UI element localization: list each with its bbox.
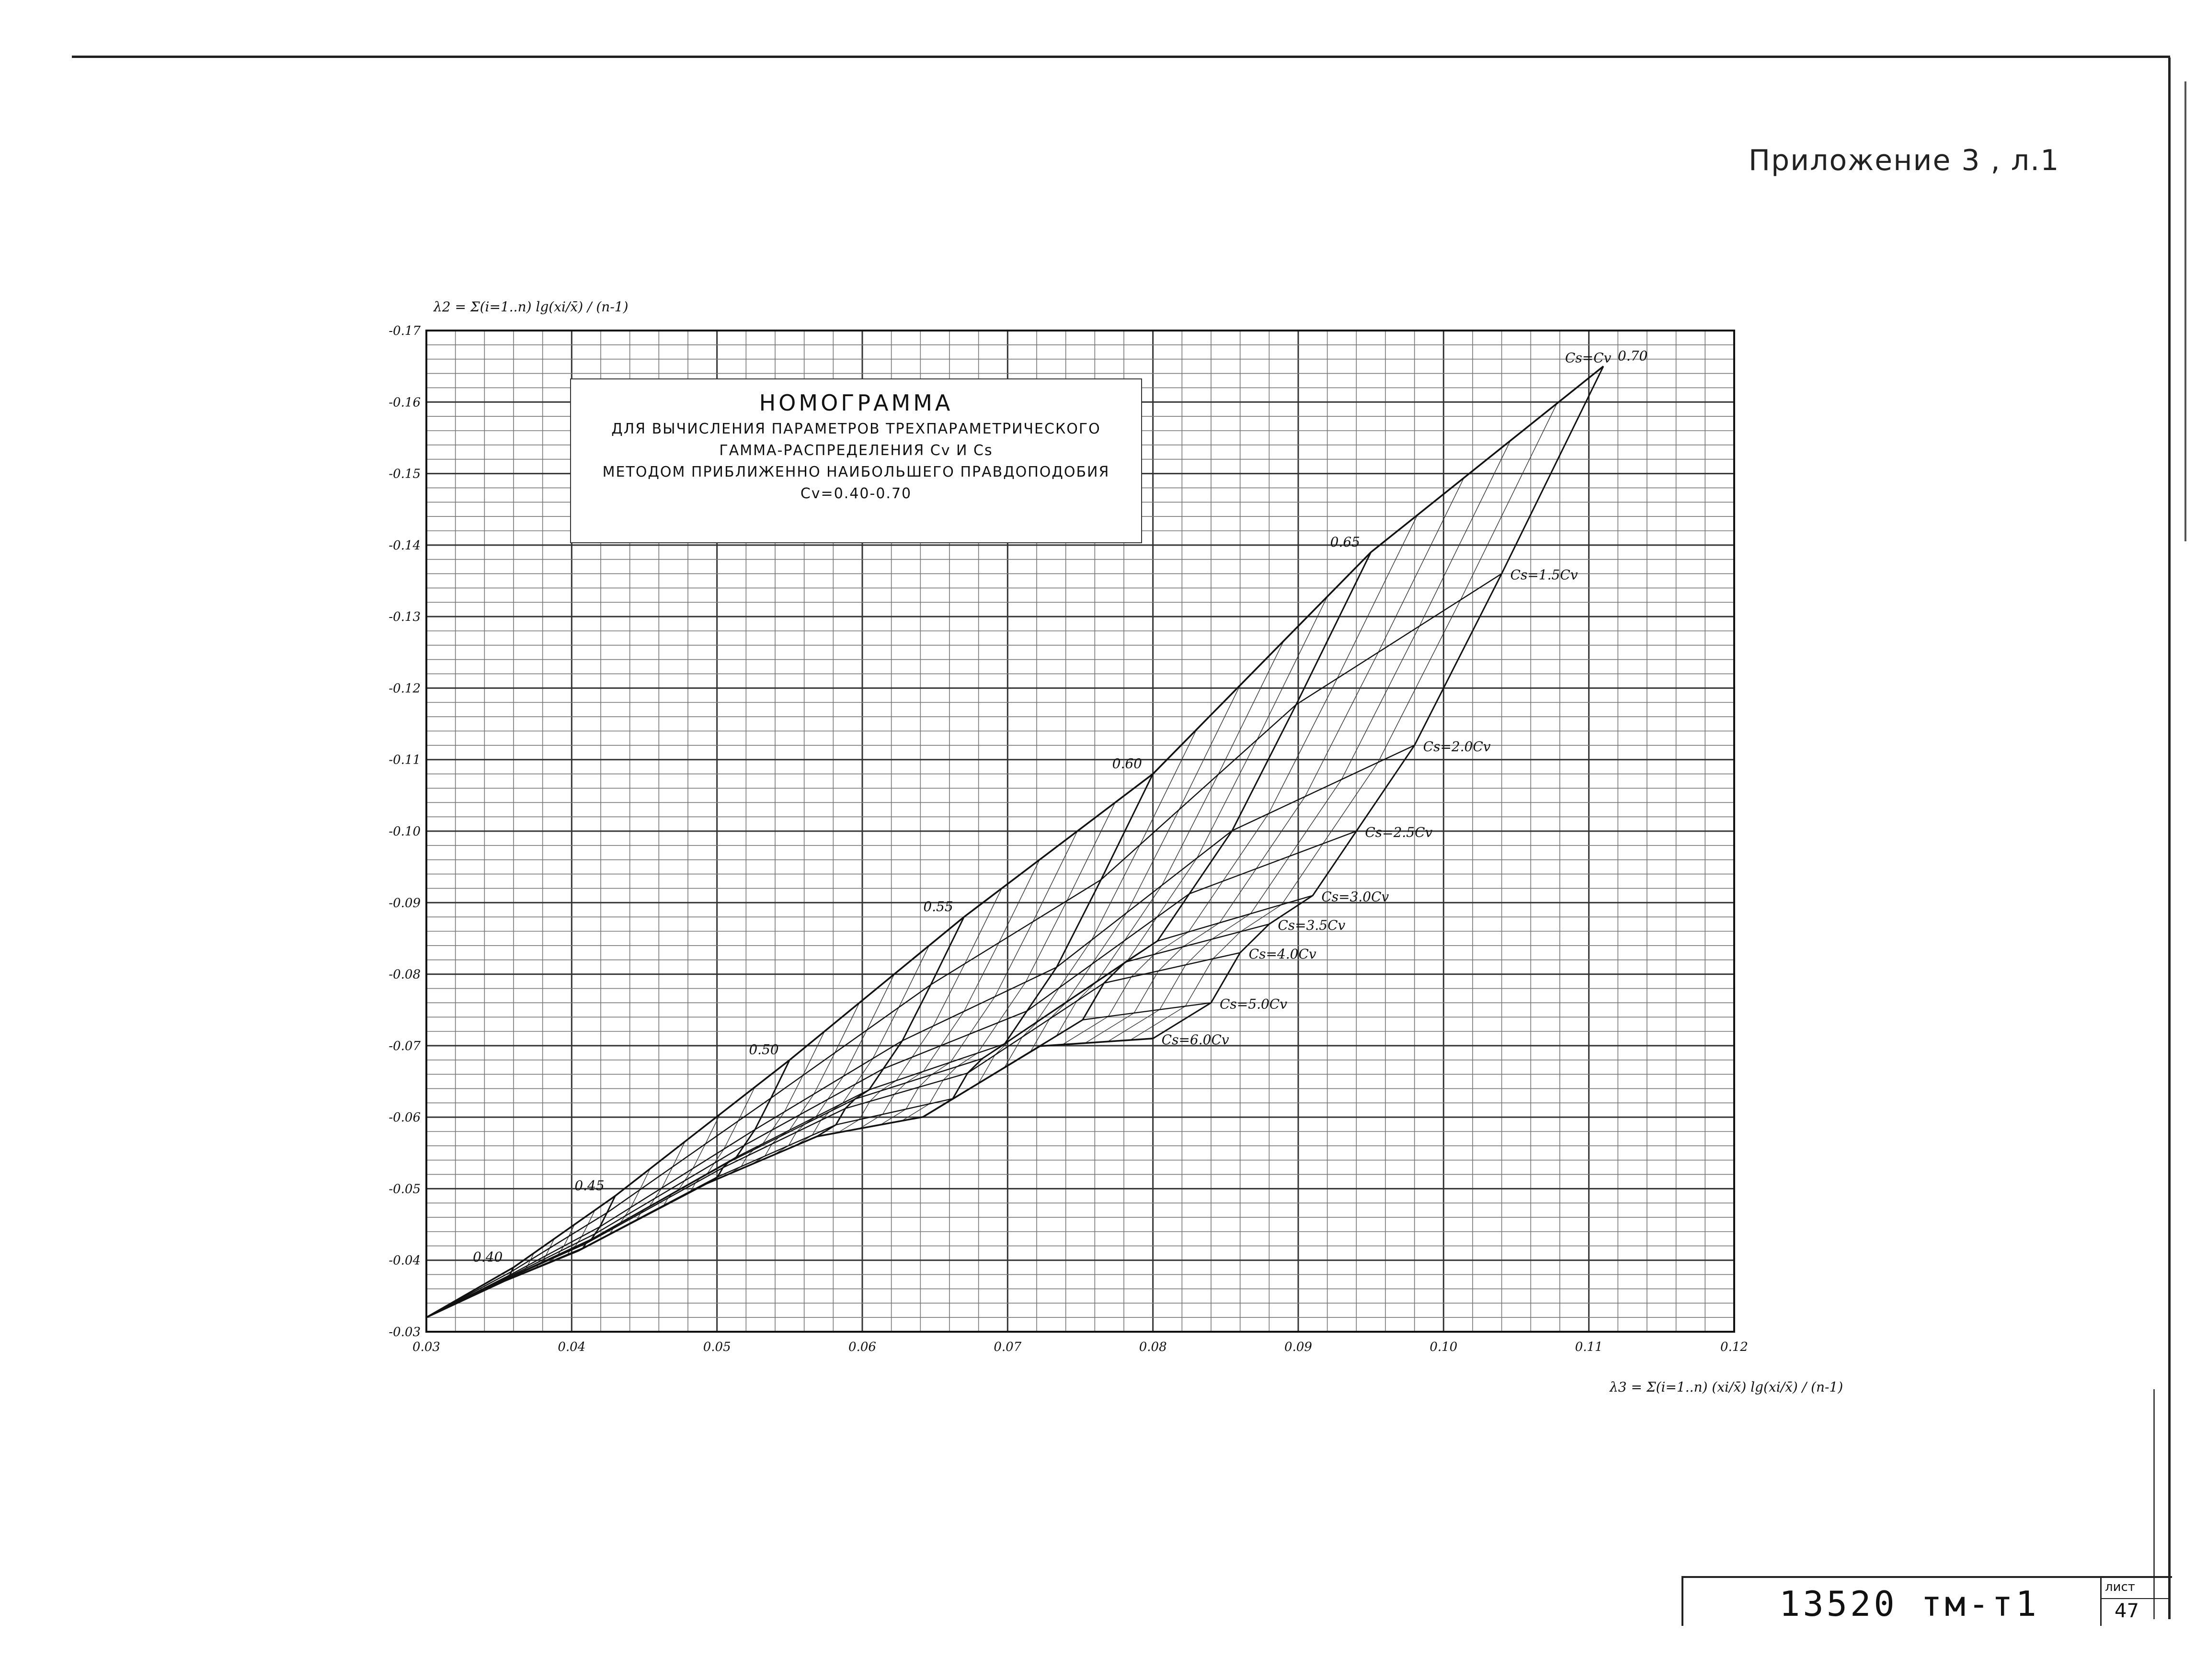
- y-tick-label: -0.17: [389, 324, 421, 338]
- title-line-1: ДЛЯ ВЫЧИСЛЕНИЯ ПАРАМЕТРОВ ТРЕХПАРАМЕТРИЧЕСКОГО: [611, 421, 1101, 437]
- cs-label: Cs=Cv: [1565, 350, 1612, 366]
- x-tick-label: 0.03: [412, 1340, 440, 1354]
- cs-label: Cs=1.5Cv: [1510, 567, 1578, 583]
- y-tick-label: -0.10: [389, 824, 421, 839]
- cs-label: Cs=2.0Cv: [1423, 738, 1491, 754]
- y-tick-label: -0.11: [389, 753, 421, 767]
- sheet-label-rule: [2102, 1598, 2169, 1599]
- cs-label: Cs=6.0Cv: [1161, 1031, 1229, 1048]
- y-tick-label: -0.05: [389, 1182, 421, 1197]
- y-tick-label: -0.14: [389, 538, 421, 553]
- title-line-4: Cv=0.40-0.70: [800, 485, 912, 502]
- x-tick-label: 0.07: [994, 1340, 1022, 1354]
- cv-intermediate-curve: [1017, 596, 1327, 1060]
- y-tick-label: -0.07: [389, 1039, 421, 1053]
- x-axis-label: λ3 = Σ(i=1..n) (xi/x̄) lg(xi/x̄) / (n-1): [1610, 1379, 1843, 1395]
- title-line-2: ГАММА-РАСПРЕДЕЛЕНИЯ Cv И Cs: [719, 442, 993, 459]
- y-tick-label: -0.08: [389, 967, 421, 982]
- cv-label: 0.60: [1112, 755, 1143, 772]
- y-tick-label: -0.09: [389, 896, 421, 911]
- cv-intermediate-curve: [970, 685, 1240, 1088]
- x-tick-label: 0.11: [1575, 1340, 1603, 1354]
- cv-intermediate-curve: [681, 1087, 755, 1197]
- x-tick-label: 0.04: [558, 1340, 586, 1354]
- y-tick-label: -0.16: [389, 395, 421, 410]
- cv-intermediate-curve: [1130, 403, 1556, 1040]
- y-tick-label: -0.04: [389, 1253, 421, 1268]
- cv-label: 0.55: [923, 899, 953, 915]
- cv-label: 0.65: [1330, 534, 1361, 550]
- x-tick-label: 0.06: [848, 1340, 876, 1354]
- y-tick-label: -0.03: [389, 1325, 421, 1339]
- cv-label: 0.70: [1618, 348, 1648, 364]
- y-tick-label: -0.12: [389, 681, 421, 696]
- x-tick-label: 0.05: [703, 1340, 731, 1354]
- cv-intermediate-curve: [751, 1003, 859, 1165]
- cs-label: Cs=5.0Cv: [1220, 996, 1288, 1012]
- document-code: 13520 тм-т1: [1779, 1584, 2039, 1624]
- y-tick-label: -0.15: [389, 467, 421, 481]
- x-tick-label: 0.12: [1720, 1340, 1748, 1354]
- y-axis-label: λ2 = Σ(i=1..n) lg(xi/x̄) / (n-1): [434, 299, 629, 315]
- nomogram-title-box: [570, 378, 1142, 543]
- document-title-block: [1681, 1576, 2172, 1626]
- title-block-divider: [2100, 1578, 2102, 1626]
- cv-label: 0.45: [574, 1177, 605, 1194]
- title-line-3: МЕТОДОМ ПРИБЛИЖЕННО НАИБОЛЬШЕГО ПРАВДОПОДОБИЯ: [602, 464, 1110, 480]
- cv-intermediate-curve: [881, 831, 1077, 1125]
- cs-curve: [426, 1039, 1153, 1317]
- appendix-label: Приложение 3 , л.1: [1749, 144, 2060, 177]
- cv-curve: [817, 917, 964, 1136]
- y-tick-label: -0.13: [389, 610, 421, 625]
- x-tick-label: 0.10: [1429, 1340, 1458, 1354]
- cs-label: Cs=4.0Cv: [1248, 946, 1316, 962]
- cs-label: Cs=3.5Cv: [1278, 917, 1346, 934]
- x-tick-label: 0.09: [1284, 1340, 1312, 1354]
- nomogram-heading: НОМОГРАММА: [759, 390, 953, 416]
- x-tick-label: 0.08: [1139, 1340, 1167, 1354]
- cs-label: Cs=2.5Cv: [1365, 824, 1433, 840]
- cv-label: 0.50: [749, 1041, 779, 1058]
- cv-label: 0.40: [473, 1249, 503, 1265]
- cs-label: Cs=3.0Cv: [1321, 889, 1389, 905]
- y-tick-label: -0.06: [389, 1110, 421, 1125]
- sheet-label: лист: [2105, 1580, 2135, 1594]
- cv-intermediate-curve: [630, 1142, 685, 1224]
- sheet-number: 47: [2115, 1600, 2139, 1622]
